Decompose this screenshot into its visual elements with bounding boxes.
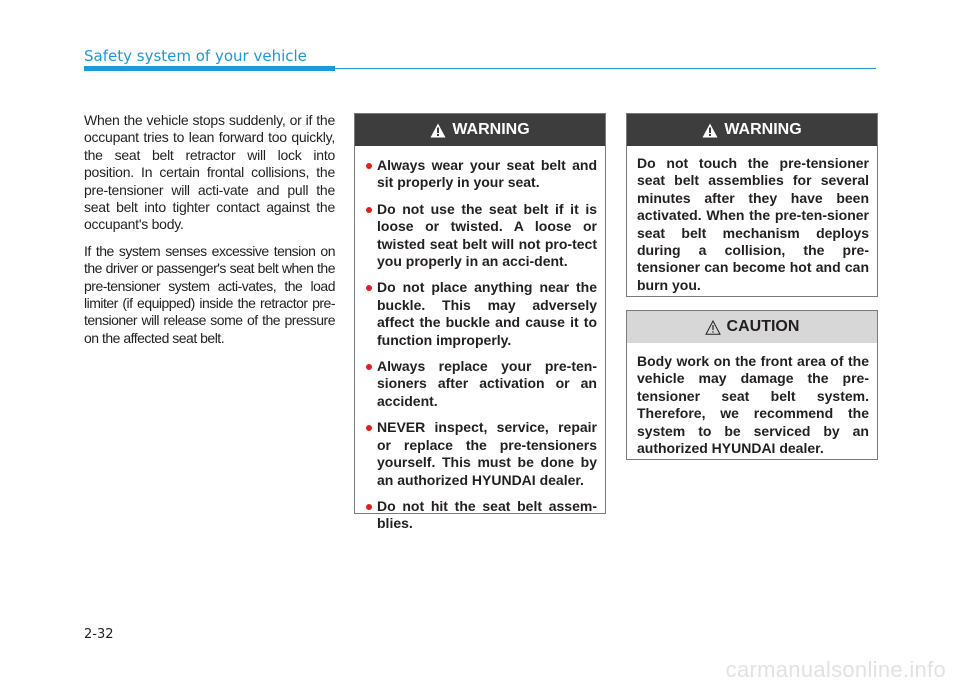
body-paragraph: If the system senses excessive tension on the driver or passenger's seat belt when the pre-tensioner system acti-vates, the load limiter (if equipped) inside the retractor pre-tensioner will release some of the pressure on the affected seat belt. xyxy=(84,242,335,346)
warning-box-2 xyxy=(626,113,878,297)
warning-box-1-header xyxy=(355,114,605,146)
caution-box-text: Body work on the front area of the vehicle may damage the pre-tensioner seat belt system. Therefore, we recommend the system to be serviced by an authorized HYUNDAI dealer. xyxy=(637,353,869,457)
warning-list-item: Always replace your pre-ten-sioners after activation or an accident. xyxy=(365,358,597,410)
header-rule-thin xyxy=(335,68,876,69)
page-number: 2-32 xyxy=(84,627,114,642)
caution-triangle-icon xyxy=(705,320,721,335)
caution-box-header xyxy=(627,311,877,343)
caution-box-body xyxy=(627,343,877,457)
warning-box-2-text: Do not touch the pre-tensioner seat belt assemblies for several minutes after they have been activated. When the pre-ten-sioner seat belt mechanism deploys during a collision, the pre-tensioner can become hot and can burn you. xyxy=(637,155,869,293)
warning-list-item: Do not place anything near the buckle. This may adversely affect the buckle and cause it to function improperly. xyxy=(365,279,597,349)
warning-box-1-title: WARNING xyxy=(452,121,530,138)
warning-box-2-body xyxy=(627,146,877,294)
warning-box-2-header xyxy=(627,114,877,146)
warning-triangle-icon xyxy=(702,123,718,138)
warning-list-item: Do not use the seat belt if it is loose or twisted. A loose or twisted seat belt will not pro-tect you properly in an acci-dent. xyxy=(365,201,597,271)
header-rule-thick xyxy=(84,66,335,71)
body-paragraph: When the vehicle stops suddenly, or if the occupant tries to lean forward too quickly, the seat belt retractor will lock into position. In certain frontal collisions, the pre-tensioner will acti-vate and pull the seat belt into tighter contact against the occupant's body. xyxy=(84,112,335,233)
warning-box-2-title: WARNING xyxy=(724,121,802,138)
warning-list xyxy=(365,157,597,533)
caution-box-title: CAUTION xyxy=(726,318,800,335)
warning-box-1-body xyxy=(355,146,605,533)
warning-list-item: NEVER inspect, service, repair or replace the pre-tensioners yourself. This must be done by an authorized HYUNDAI dealer. xyxy=(365,419,597,489)
warning-box-1 xyxy=(354,113,606,532)
warning-list-item: Do not hit the seat belt assem-blies. xyxy=(365,498,597,533)
section-title: Safety system of your vehicle xyxy=(84,47,307,65)
warning-list-item: Always wear your seat belt and sit properly in your seat. xyxy=(365,157,597,192)
warning-triangle-icon xyxy=(430,123,446,138)
watermark: carmanualsonline.info xyxy=(725,657,946,682)
body-text-column xyxy=(84,112,335,356)
caution-box xyxy=(626,310,878,460)
